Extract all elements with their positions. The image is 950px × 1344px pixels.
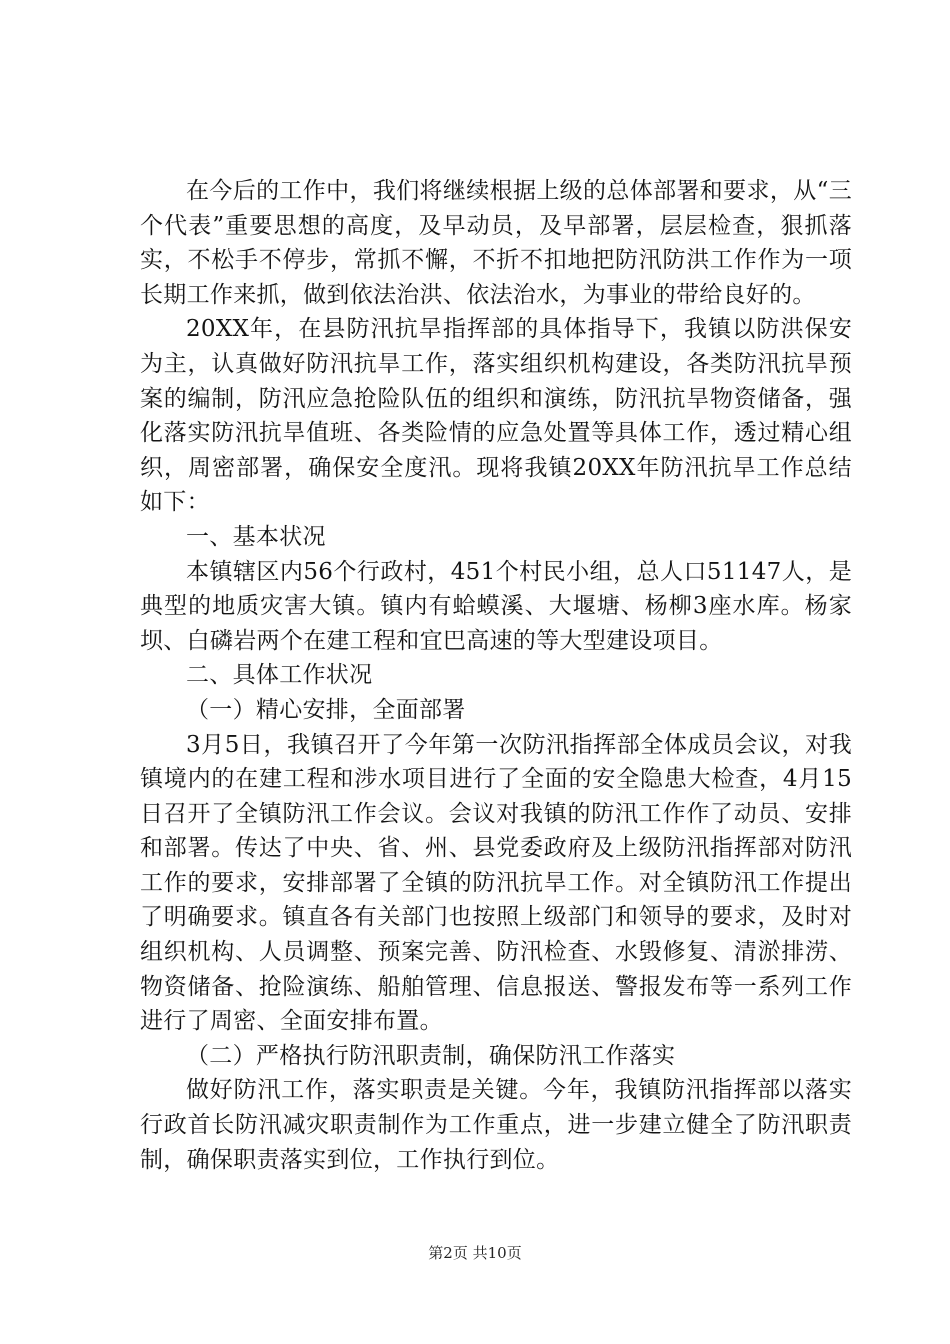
subsection-heading-planning: （一）精心安排，全面部署 <box>186 696 466 723</box>
page-number-footer: 第2页 共10页 <box>428 1244 522 1262</box>
document-body <box>140 174 852 1177</box>
paragraph-introduction: 20XX年，在县防汛抗旱指挥部的具体指导下，我镇以防洪保安为主，认真做好防汛抗旱工作，落实组织机构建设，各类防汛抗旱预案的编制，防汛应急抢险队伍的组织和演练，防汛抗旱物资储备，强化落实防汛抗旱值班、各类险情的应急处置等具体工作，透过精心组织，周密部署，确保安全度汛。现将我镇20XX年防汛抗旱工作总结如下： <box>140 316 852 516</box>
subsection-heading-responsibility: （二）严格执行防汛职责制，确保防汛工作落实 <box>186 1042 676 1069</box>
paragraph-basic-situation: 本镇辖区内56个行政村，451个村民小组，总人口51147人，是典型的地质灾害大镇。镇内有蛤蟆溪、大堰塘、杨柳3座水库。杨家坝、白磷岩两个在建工程和宜巴高速的等大型建设项目。 <box>140 558 852 654</box>
paragraph-planning: 3月5日，我镇召开了今年第一次防汛指挥部全体成员会议，对我镇境内的在建工程和涉水项目进行了全面的安全隐患大检查，4月15日召开了全镇防汛工作会议。会议对我镇的防汛工作作了动员、安排和部署。传达了中央、省、州、县党委政府及上级防汛指挥部对防汛工作的要求，安排部署了全镇的防汛抗旱工作。对全镇防汛工作提出了明确要求。镇直各有关部门也按照上级部门和领导的要求，及时对组织机构、人员调整、预案完善、防汛检查、水毁修复、清淤排涝、物资储备、抢险演练、船舶管理、信息报送、警报发布等一系列工作进行了周密、全面安排布置。 <box>140 731 852 1035</box>
paragraph-closing-commitment: 在今后的工作中，我们将继续根据上级的总体部署和要求，从“三个代表”重要思想的高度，及早动员，及早部署，层层检查，狠抓落实，不松手不停步，常抓不懈，不折不扣地把防汛防洪工作作为一项长期工作来抓，做到依法治洪、依法治水，为事业的带给良好的。 <box>140 178 852 308</box>
paragraph-responsibility: 做好防汛工作，落实职责是关键。今年，我镇防汛指挥部以落实行政首长防汛减灾职责制作为工作重点，进一步建立健全了防汛职责制，确保职责落实到位，工作执行到位。 <box>140 1077 852 1173</box>
section-heading-work-situation: 二、具体工作状况 <box>186 662 373 689</box>
section-heading-basic-situation: 一、基本状况 <box>186 523 326 550</box>
